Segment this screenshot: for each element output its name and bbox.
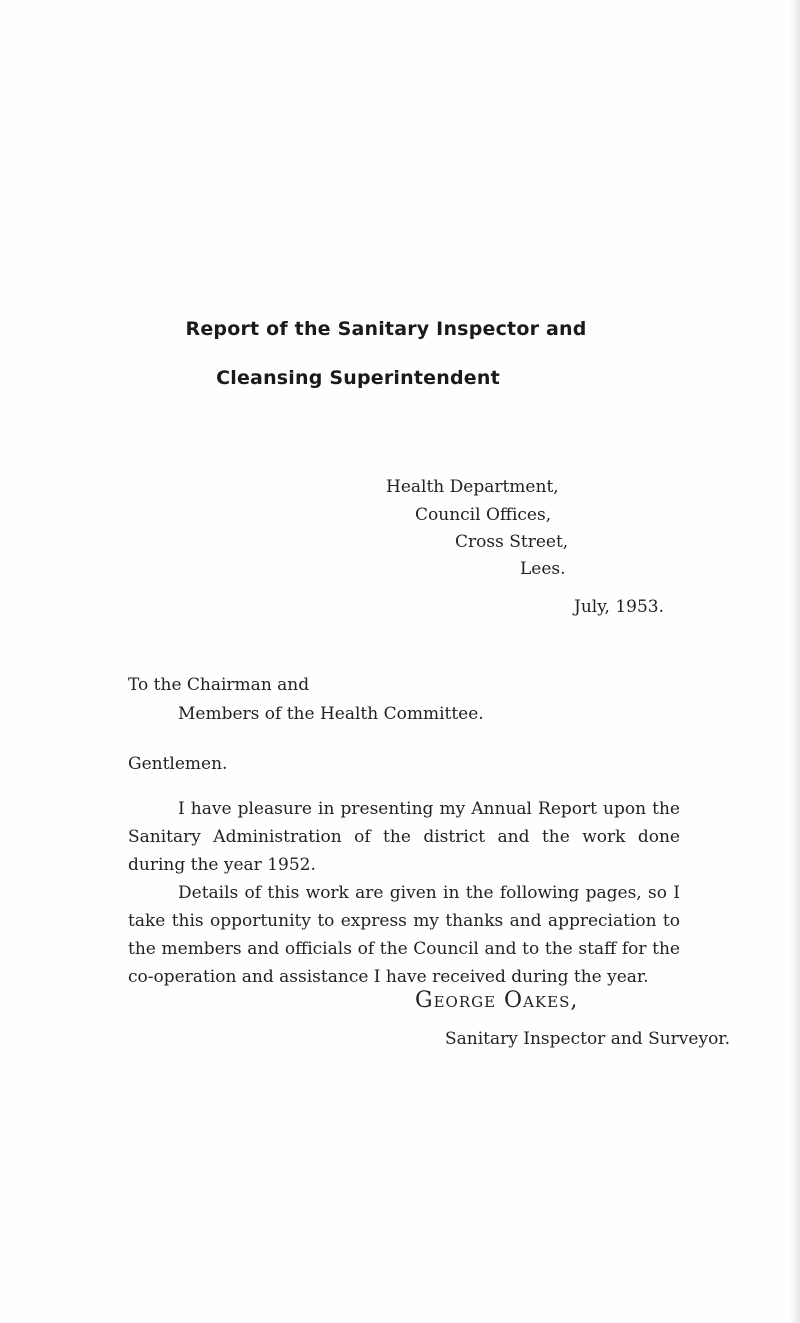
body-paragraph-1: I have pleasure in presenting my Annual Report upon the Sanitary Administration of the district and the work done during the year 1952. — [128, 799, 680, 875]
report-title-line-2: Cleansing Superintendent — [216, 367, 500, 389]
address-line-3: Cross Street, — [455, 532, 569, 552]
letter-date: July, 1953. — [574, 597, 665, 617]
recipient-line-2: Members of the Health Committee. — [178, 704, 484, 724]
page-edge-shadow — [790, 0, 800, 1323]
address-line-2: Council Offices, — [415, 505, 552, 525]
body-paragraph-2: Details of this work are given in the following pages, so I take this opportunity to express my thanks and appreciation to the members and officials of the Council and to the staff for the co-operation and assistance I have received during the year. — [128, 883, 680, 987]
address-line-4: Lees. — [520, 559, 566, 579]
report-title-line-1: Report of the Sanitary Inspector and — [185, 318, 587, 340]
signature-title: Sanitary Inspector and Surveyor. — [445, 1029, 730, 1049]
salutation: Gentlemen. — [128, 754, 228, 774]
signature-name: George Oakes, — [415, 988, 579, 1013]
recipient-line-1: To the Chairman and — [128, 675, 310, 695]
address-line-1: Health Department, — [386, 477, 559, 497]
